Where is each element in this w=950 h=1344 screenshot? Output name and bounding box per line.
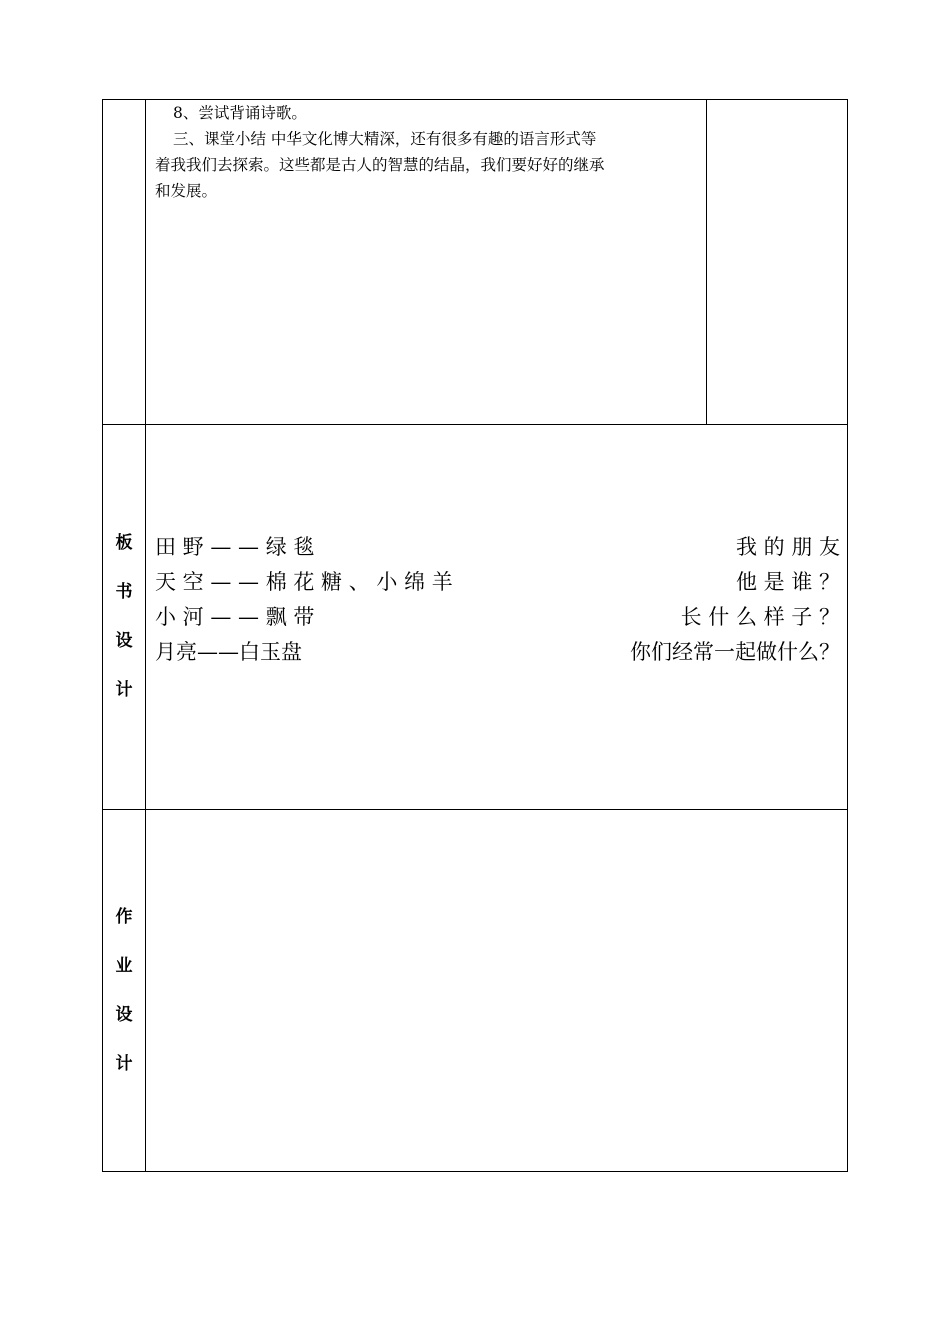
board-design-label-char: 书 bbox=[115, 582, 133, 602]
board-design-label-char: 计 bbox=[115, 680, 133, 700]
lesson-line: 8、尝试背诵诗歌。 bbox=[173, 104, 307, 122]
row1-notes-cell bbox=[706, 99, 848, 425]
board-right-text: 他 是 谁 ？ bbox=[735, 570, 840, 594]
board-right-text: 你们经常一起做什么？ bbox=[630, 640, 840, 664]
homework-design-content-cell bbox=[145, 809, 848, 1172]
homework-design-label-char: 设 bbox=[115, 1004, 133, 1025]
board-design-label-char: 设 bbox=[115, 631, 133, 651]
board-left-text: 田 野 — — 绿 毯 bbox=[155, 535, 315, 559]
lesson-line: 三、课堂小结 中华文化博大精深，还有很多有趣的语言形式等 bbox=[173, 130, 597, 148]
lesson-process-text bbox=[155, 100, 700, 204]
board-design-label-cell bbox=[102, 424, 146, 810]
board-design-label-char: 板 bbox=[115, 533, 133, 553]
homework-design-label-cell bbox=[102, 809, 146, 1172]
board-row bbox=[155, 600, 840, 634]
board-left-text: 小 河 — — 飘 带 bbox=[155, 605, 315, 629]
board-row bbox=[155, 530, 840, 564]
board-left-text: 月亮——白玉盘 bbox=[155, 640, 302, 664]
homework-design-label-char: 作 bbox=[115, 906, 133, 927]
row1-label-cell bbox=[102, 99, 146, 425]
lesson-line: 着我我们去探索。这些都是古人的智慧的结晶，我们要好好的继承 bbox=[155, 156, 605, 174]
homework-design-label-char: 业 bbox=[115, 955, 133, 976]
lesson-line: 和发展。 bbox=[155, 182, 218, 200]
board-row bbox=[155, 635, 840, 669]
board-right-text: 长 什 么 样 子 ？ bbox=[680, 605, 840, 629]
board-left-text: 天 空 — — 棉 花 糖 、 小 绵 羊 bbox=[155, 570, 453, 594]
board-row bbox=[155, 565, 840, 599]
board-right-text: 我 的 朋 友 bbox=[735, 535, 840, 559]
homework-design-label-char: 计 bbox=[115, 1053, 133, 1074]
